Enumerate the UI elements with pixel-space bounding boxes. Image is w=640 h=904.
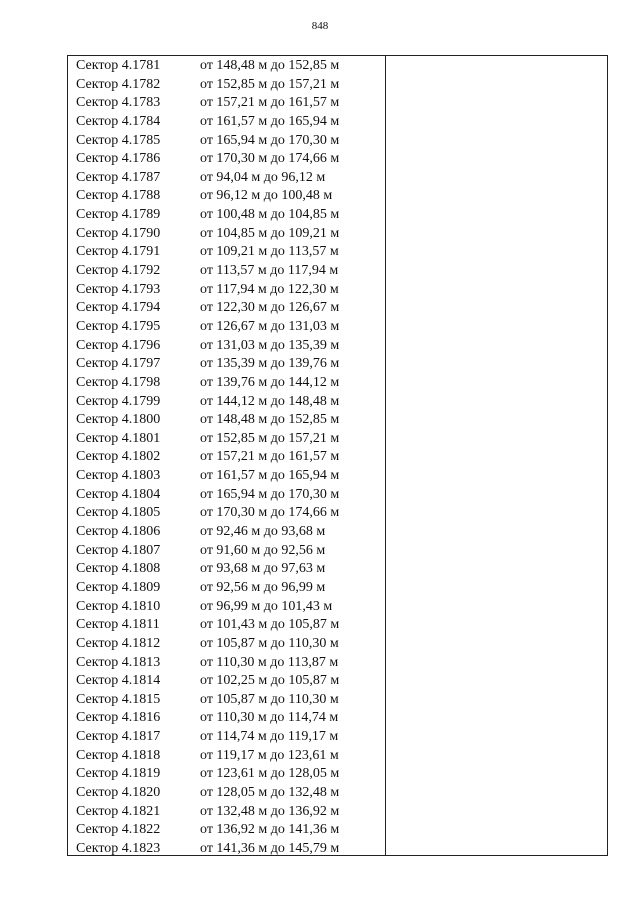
table-row: [68, 411, 384, 430]
table-row: [68, 430, 384, 449]
sector-name: Сектор 4.1820: [76, 784, 161, 800]
depth-range: от 93,68 м до 97,63 м: [200, 561, 326, 577]
depth-range: от 114,74 м до 119,17 м: [200, 729, 339, 745]
depth-range: от 157,21 м до 161,57 м: [200, 449, 340, 465]
sector-name: Сектор 4.1815: [76, 691, 161, 707]
column-divider: [385, 56, 386, 855]
depth-range: от 128,05 м до 132,48 м: [200, 784, 340, 800]
depth-range: от 119,17 м до 123,61 м: [200, 747, 339, 763]
sector-name: Сектор 4.1786: [76, 151, 161, 167]
table-row: [68, 504, 384, 523]
table-row: [68, 318, 384, 337]
table-row: [68, 635, 384, 654]
table-row: [68, 262, 384, 281]
sector-name: Сектор 4.1818: [76, 747, 161, 763]
table-row: [68, 393, 384, 412]
page-number: 848: [311, 20, 329, 32]
table-row: [68, 206, 384, 225]
table-row: [68, 728, 384, 747]
depth-range: от 135,39 м до 139,76 м: [200, 356, 340, 372]
table-row: [68, 784, 384, 803]
table-row: [68, 448, 384, 467]
table-row: [68, 709, 384, 728]
table-row: [68, 765, 384, 784]
table-row: [68, 243, 384, 262]
depth-range: от 110,30 м до 113,87 м: [200, 654, 339, 670]
sector-name: Сектор 4.1801: [76, 430, 161, 446]
depth-range: от 132,48 м до 136,92 м: [200, 803, 340, 819]
sector-name: Сектор 4.1808: [76, 561, 161, 577]
sector-name: Сектор 4.1784: [76, 113, 161, 129]
table-row: [68, 691, 384, 710]
table-row: [68, 542, 384, 561]
depth-range: от 126,67 м до 131,03 м: [200, 318, 340, 334]
sector-name: Сектор 4.1798: [76, 374, 161, 390]
depth-range: от 122,30 м до 126,67 м: [200, 300, 340, 316]
table-row: [68, 821, 384, 840]
depth-range: от 94,04 м до 96,12 м: [200, 169, 326, 185]
depth-range: от 161,57 м до 165,94 м: [200, 468, 340, 484]
depth-range: от 144,12 м до 148,48 м: [200, 393, 340, 409]
depth-range: от 109,21 м до 113,57 м: [200, 244, 339, 260]
sector-name: Сектор 4.1806: [76, 524, 161, 540]
sector-name: Сектор 4.1799: [76, 393, 161, 409]
table-row: [68, 57, 384, 76]
table-row: [68, 337, 384, 356]
sector-name: Сектор 4.1813: [76, 654, 161, 670]
sector-name: Сектор 4.1796: [76, 337, 161, 353]
sector-name: Сектор 4.1788: [76, 188, 161, 204]
table-row: [68, 486, 384, 505]
table-row: [68, 672, 384, 691]
depth-range: от 117,94 м до 122,30 м: [200, 281, 339, 297]
table-row: [68, 840, 384, 859]
depth-range: от 148,48 м до 152,85 м: [200, 58, 340, 73]
depth-range: от 104,85 м до 109,21 м: [200, 225, 340, 241]
sector-name: Сектор 4.1804: [76, 486, 161, 502]
table-rows: [68, 57, 384, 859]
depth-range: от 123,61 м до 128,05 м: [200, 766, 340, 782]
depth-range: от 100,48 м до 104,85 м: [200, 207, 340, 223]
table-row: [68, 281, 384, 300]
depth-range: от 141,36 м до 145,79 м: [200, 840, 340, 856]
table-row: [68, 150, 384, 169]
sector-name: Сектор 4.1781: [76, 58, 161, 73]
depth-range: от 91,60 м до 92,56 м: [200, 542, 326, 558]
table-row: [68, 299, 384, 318]
table-row: [68, 654, 384, 673]
sector-name: Сектор 4.1811: [76, 617, 160, 633]
sector-name: Сектор 4.1817: [76, 729, 161, 745]
depth-range: от 92,46 м до 93,68 м: [200, 524, 326, 540]
depth-range: от 96,99 м до 101,43 м: [200, 598, 333, 614]
sector-name: Сектор 4.1809: [76, 579, 161, 595]
table-row: [68, 523, 384, 542]
table-row: [68, 225, 384, 244]
depth-range: от 161,57 м до 165,94 м: [200, 113, 340, 129]
table-row: [68, 560, 384, 579]
sector-name: Сектор 4.1794: [76, 300, 161, 316]
sector-name: Сектор 4.1803: [76, 468, 161, 484]
depth-range: от 113,57 м до 117,94 м: [200, 263, 339, 279]
sector-name: Сектор 4.1785: [76, 132, 161, 148]
table-row: [68, 616, 384, 635]
table-row: [68, 803, 384, 822]
sector-name: Сектор 4.1810: [76, 598, 161, 614]
depth-range: от 152,85 м до 157,21 м: [200, 430, 340, 446]
table-row: [68, 374, 384, 393]
sector-name: Сектор 4.1793: [76, 281, 161, 297]
table-row: [68, 113, 384, 132]
sector-name: Сектор 4.1816: [76, 710, 161, 726]
table-row: [68, 187, 384, 206]
table-row: [68, 76, 384, 95]
depth-range: от 165,94 м до 170,30 м: [200, 486, 340, 502]
depth-range: от 101,43 м до 105,87 м: [200, 617, 340, 633]
sector-name: Сектор 4.1802: [76, 449, 161, 465]
depth-range: от 170,30 м до 174,66 м: [200, 151, 340, 167]
depth-range: от 105,87 м до 110,30 м: [200, 691, 339, 707]
sector-name: Сектор 4.1812: [76, 635, 161, 651]
sector-table: [67, 55, 608, 856]
depth-range: от 157,21 м до 161,57 м: [200, 95, 340, 111]
sector-name: Сектор 4.1787: [76, 169, 161, 185]
sector-name: Сектор 4.1822: [76, 822, 161, 838]
sector-name: Сектор 4.1797: [76, 356, 161, 372]
depth-range: от 136,92 м до 141,36 м: [200, 822, 340, 838]
depth-range: от 152,85 м до 157,21 м: [200, 76, 340, 92]
sector-name: Сектор 4.1819: [76, 766, 161, 782]
table-row: [68, 355, 384, 374]
depth-range: от 110,30 м до 114,74 м: [200, 710, 339, 726]
sector-name: Сектор 4.1823: [76, 840, 161, 856]
table-row: [68, 579, 384, 598]
sector-name: Сектор 4.1800: [76, 412, 161, 428]
sector-name: Сектор 4.1814: [76, 673, 161, 689]
sector-name: Сектор 4.1782: [76, 76, 161, 92]
depth-range: от 92,56 м до 96,99 м: [200, 579, 326, 595]
sector-name: Сектор 4.1805: [76, 505, 161, 521]
depth-range: от 96,12 м до 100,48 м: [200, 188, 333, 204]
table-row: [68, 132, 384, 151]
depth-range: от 165,94 м до 170,30 м: [200, 132, 340, 148]
sector-name: Сектор 4.1791: [76, 244, 161, 260]
sector-name: Сектор 4.1807: [76, 542, 161, 558]
depth-range: от 170,30 м до 174,66 м: [200, 505, 340, 521]
depth-range: от 102,25 м до 105,87 м: [200, 673, 340, 689]
depth-range: от 131,03 м до 135,39 м: [200, 337, 340, 353]
sector-name: Сектор 4.1789: [76, 207, 161, 223]
table-row: [68, 467, 384, 486]
table-row: [68, 169, 384, 188]
depth-range: от 148,48 м до 152,85 м: [200, 412, 340, 428]
sector-name: Сектор 4.1790: [76, 225, 161, 241]
sector-name: Сектор 4.1792: [76, 263, 161, 279]
depth-range: от 105,87 м до 110,30 м: [200, 635, 339, 651]
table-row: [68, 747, 384, 766]
table-row: [68, 598, 384, 617]
sector-name: Сектор 4.1783: [76, 95, 161, 111]
sector-name: Сектор 4.1821: [76, 803, 161, 819]
sector-name: Сектор 4.1795: [76, 318, 161, 334]
table-row: [68, 94, 384, 113]
depth-range: от 139,76 м до 144,12 м: [200, 374, 340, 390]
